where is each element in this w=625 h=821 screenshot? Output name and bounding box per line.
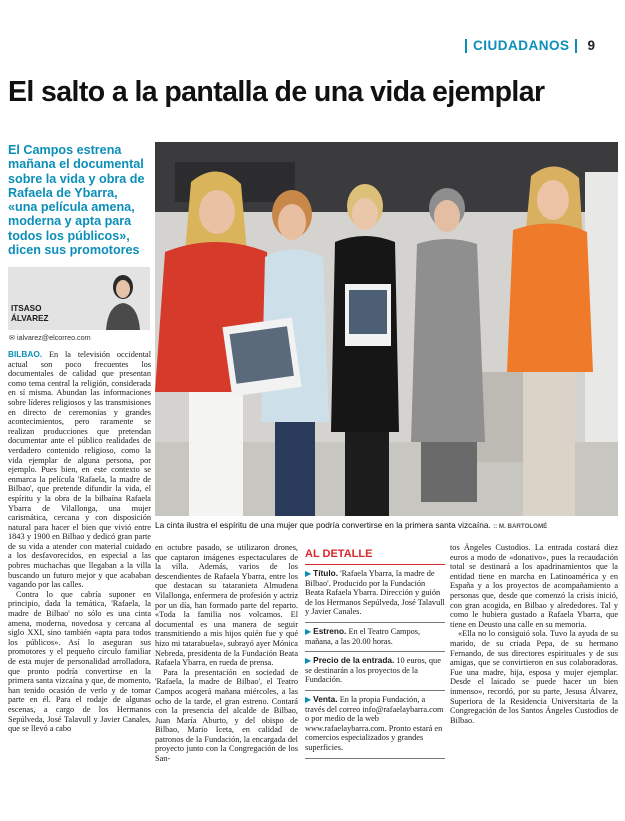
body-paragraph: Contra lo que cabría suponer en principio, dada la temática, 'Rafaela, la madre de Bilbao' no sólo es una cinta amena, moderna, novedosa y cercana al siglo XXI, sino también «apta para todos los públicos». Así lo aseguran sus promotores y el pequeño círculo familiar de esta mujer de personalidad arrolladora, que pronto podría convertirse en la primera santa vizcaína y que, de momento, han tenido ocasión de verlo y de tomar parte en él. Para el rodaje de algunas escenas, a cargo de los Hermanos Sepúlveda, José Talavull y Javier Canales, que se llevó a cabo — [8, 589, 151, 734]
author-first-name: ITSASO — [11, 304, 42, 313]
section-header — [465, 38, 595, 53]
author-email-text[interactable]: ialvarez@elcorreo.com — [17, 333, 91, 342]
news-photo — [155, 142, 618, 516]
sidebar-item-label: Estreno. — [313, 625, 347, 636]
sidebar-item-label: Título. — [313, 568, 339, 578]
lede: El Campos estrena mañana el documental sobre la vida y obra de Rafaela de Ybarra, «una película amena, moderna y apta para todos los públicos», dicen sus promotores — [8, 143, 145, 258]
section-divider — [465, 39, 467, 53]
author-name — [11, 304, 48, 324]
body-paragraph: tos Ángeles Custodios. La entrada costará diez euros a modo de «donativo», pues la recaudación total se destinará a los apadrinamientos que la entidad tiene en marcha en Latinoamérica y en España y a los proyectos de acompañamiento a personas que, desde que comenzó la crisis inició, con gran acogida, en Bilbao y alrededores. Tal y como le hubiera gustado a Rafaela Ybarra, que tiene en Deusto una calle en su memoria. — [450, 543, 618, 629]
body-column-3 — [450, 543, 618, 816]
section-divider — [575, 39, 577, 53]
photo-caption — [155, 520, 618, 530]
triangle-bullet-icon: ▶ — [305, 626, 312, 636]
sidebar-item — [305, 652, 445, 691]
author-email[interactable] — [9, 333, 91, 342]
sidebar-item-label: Precio de la entrada. — [313, 655, 395, 666]
detail-sidebar — [305, 548, 445, 816]
body-paragraph: en octubre pasado, se utilizaron drones, que captaron imágenes espectaculares de la villa. Además, varios de los descendientes de Rafaela Ybarra, entre los que destacan su tataranieta Almudena Vilallonga, enfermera de profesión y actriz por un día, han formado parte del reparto. «Toda la familia nos volcamos. El documental es una manera de seguir transmitiendo a mis hijos quién fue y qué hizo mi tatarabuela», subrayó ayer Mónica Nebreda, presidenta de la Fundación Beata Rafaela Ybarra, en rueda de prensa. — [155, 543, 298, 668]
headline: El salto a la pantalla de una vida ejemplar — [8, 76, 545, 108]
body-paragraph: Para la presentación en sociedad de 'Rafaela, la madre de Bilbao', el Teatro Campos acogerá mañana miércoles, a las ocho de la tarde, el gran estreno. Contará con la presencia del alcalde de Bilbao, Juan María Aburto, y del obispo de Bilbao, Mario Iceta, en calidad de patronos de la Fundación, la encargada del proyecto junto con la Congregación de los San- — [155, 667, 298, 764]
caption-text: La cinta ilustra el espíritu de una mujer que podría convertirse en la primera santa vizcaína. — [155, 520, 491, 530]
body-column-1 — [8, 350, 151, 816]
photo-illustration — [155, 142, 618, 516]
photo-credit: :: M. BARTOLOMÉ — [493, 523, 548, 530]
body-paragraph: En la televisión occidental actual son poco frecuentes los documentales de calidad que presentan como tema central la religión, considerada en sí misma. Abundan las informaciones sobre líderes religiosos y las transmisiones en directo de ceremonias y grandes acontecimientos, pero raramente se realizan producciones que pretendan documentar ante el público realidades de verdadero contenido religioso, como la vida ejemplar de alguna persona, por ejemplo. Pues bien, en este contexto se enmarca la película 'Rafaela, la madre de Bilbao', que pretende difundir la vida, el espíritu y la obra de la bilbaína Rafaela Ybarra de Vilallonga, una mujer carismática, cercana y con disposición natural para hacer el bien que vivió entre 1843 y 1900 en Bilbao y dedicó gran parte de su vida a atender con material cuidado a los desfavorecidos, en especial a las pobres muchachas que llegaban a la villa buscando un futuro mejor y que acababan vagando por las calles. — [8, 350, 151, 590]
sidebar-item-label: Venta. — [313, 693, 338, 704]
triangle-bullet-icon: ▶ — [305, 569, 312, 578]
section-name: CIUDADANOS — [472, 38, 570, 53]
sidebar-item — [305, 565, 445, 623]
dateline: BILBAO. — [8, 350, 43, 359]
sidebar-item-text: En la propia Fundación, a través del correo info@rafaelaybarra.com o por medio de la web www.rafaelaybarra.com. Pronto estará en comercios especializados y grandes superficies. — [305, 694, 444, 752]
triangle-bullet-icon: ▶ — [305, 656, 312, 666]
mail-icon: ✉ — [9, 333, 16, 342]
sidebar-item-text: 10 euros, que se destinarán a los proyectos de la Fundación. — [305, 656, 441, 685]
body-paragraph: «Ella no lo consiguió sola. Tuvo la ayuda de su marido, de su criada Pepa, de su hermano Fernando, de sus directores espirituales y de sus amigas, que se convirtieron en sus colaboradoras. Fue una madre, hija, esposa y mujer ejemplar. Desde el laicado se puede hacer un bien inmenso», recordó, por su parte, Jesusa Álvarez, Superiora de la Residencia Universitaria de la Congregación de los Santos Ángeles Custodios de Bilbao. — [450, 629, 618, 725]
triangle-bullet-icon: ▶ — [305, 694, 312, 704]
sidebar-item-text: 'Rafaela Ybarra, la madre de Bilbao'. Producido por la Fundación Beata Rafaela Ybarra. Dirección y guión de los Hermanos Sepúlveda, José Talavull y Javier Canales. — [305, 569, 445, 617]
body-column-2 — [155, 543, 298, 816]
sidebar-item-text: En el Teatro Campos, mañana, a las 20.00 horas. — [305, 626, 421, 646]
sidebar-item — [305, 691, 445, 759]
author-photo — [102, 267, 144, 330]
author-last-name: ÁLVAREZ — [11, 314, 49, 323]
page-number: 9 — [587, 38, 595, 53]
sidebar-title: AL DETALLE — [305, 548, 445, 565]
sidebar-item — [305, 623, 445, 652]
